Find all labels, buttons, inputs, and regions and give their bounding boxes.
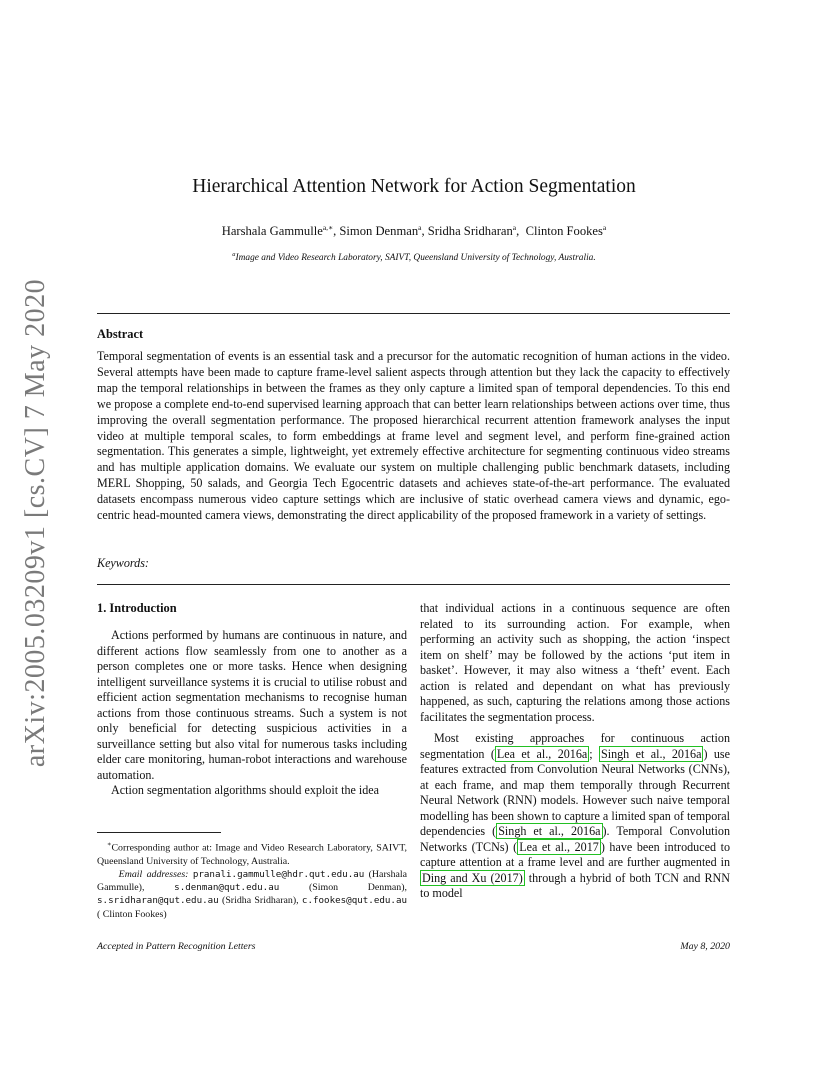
abstract-heading: Abstract (97, 327, 144, 341)
top-divider (97, 313, 730, 314)
paragraph: Actions performed by humans are continuous in nature, and different actions flow seamlessly from one to another as a person completes one or more tasks. Hence when designing intelligent surveillance systems it is crucial to utilise robust and efficient action segmentation mechanisms to recognise human actions from those continuous streams. Such a system is not only beneficial for detecting suspicious activities in a surveillance setting but also vital for numerous tasks including elder care monitoring, human-robot interactions and warehouse automation. (97, 628, 407, 782)
right-column (420, 601, 730, 902)
author-name: Simon Denman (339, 224, 419, 239)
corresponding-text: Corresponding author at: Image and Video Research Laboratory, SAIVT, Queensland University of Technology, Australia. (97, 842, 408, 867)
keywords-label: Keywords: (97, 556, 149, 570)
paragraph: that individual actions in a continuous sequence are often related to its surrounding action. For example, when performing an activity such as shopping, the action ‘inspect item on shelf’ may be followed by the actions ‘put item in basket’. However, it may also witness a ‘theft’ event. Each action is related and dependant on what has previously happened, as such, capturing the relations among those actions facilitates the segmentation process. (420, 601, 730, 724)
email-owner: (Sridha Sridharan), (222, 895, 299, 907)
corr-mark: ∗ (107, 841, 112, 848)
author-mark: a (602, 223, 607, 232)
affiliation-text: Image and Video Research Laboratory, SAIVT, Queensland University of Technology, Australia. (235, 253, 596, 264)
footer-date: May 8, 2020 (680, 941, 730, 952)
author-name: Clinton Fookes (525, 224, 603, 239)
text-run: ). Temporal Convolution Networks (TCNs) ( (420, 824, 730, 854)
author-mark: a,∗ (322, 223, 334, 232)
arxiv-id-label: arXiv:2005.03209v1 [cs.CV] 7 May 2020 (20, 278, 51, 768)
author-mark: a (512, 223, 517, 232)
author-name: Harshala Gammulle (221, 224, 323, 239)
arxiv-sidebar-stamp (16, 278, 56, 768)
citation-link[interactable]: Singh et al., 2016a (498, 824, 601, 838)
text-run: through a hybrid of both TCN and RNN to model (420, 870, 730, 900)
email-link[interactable]: c.fookes@qut.edu.au (301, 895, 408, 907)
footnote-divider (97, 832, 221, 833)
author-mark: a (418, 223, 422, 232)
corresponding-note (97, 838, 407, 868)
author-name: Sridha Sridharan (427, 224, 513, 239)
email-link[interactable]: s.sridharan@qut.edu.au (97, 895, 219, 907)
section-heading: 1. Introduction (97, 601, 177, 615)
text-run: Most existing approaches for continuous action segmentation ( (420, 731, 730, 761)
text-run: ) have been introduced to capture attention at a frame level and are further augmented in (420, 839, 731, 869)
email-owner: (Harshala Gammulle), (97, 868, 408, 894)
text-run: ; (589, 746, 599, 761)
citation-link[interactable]: Lea et al., 2016a (496, 746, 588, 761)
footer-journal: Accepted in Pattern Recognition Letters (97, 941, 256, 952)
citation-link[interactable]: Lea et al., 2017 (519, 839, 599, 854)
affiliation (0, 251, 828, 263)
text-run: ) use features extracted from Convolution Neural Networks (CNNs), at each frame, and map them temporally through Recurrent Neural Network (RNN) models. However such naive temporal modelling has been shown to capture a limited span of temporal dependencies ( (420, 746, 730, 838)
paper-title: Hierarchical Attention Network for Action Segmentation (192, 176, 636, 197)
footnotes (97, 838, 407, 921)
email-link[interactable]: s.denman@qut.edu.au (174, 882, 280, 894)
left-column (97, 628, 407, 799)
email-owner: (Simon Denman), (309, 882, 408, 894)
email-note (97, 868, 407, 921)
email-link[interactable]: pranali.gammulle@hdr.qut.edu.au (192, 868, 365, 880)
affiliation-mark: a (232, 251, 236, 258)
paragraph: Action segmentation algorithms should exploit the idea (111, 783, 380, 797)
abstract-divider (97, 584, 730, 585)
author-list: Harshala Gammulle$^{a,∗}$, Simon Denman$^a$, Sridha Sridharan$^a$, Clinton Fookes$^a$ (221, 223, 607, 239)
abstract-text: Temporal segmentation of events is an essential task and a precursor for the automatic recognition of human actions in the video. Several attempts have been made to capture frame-level salient aspects through attention but they lack the capacity to effectively map the temporal relationships in between the frames as they only capture a limited span of temporal dependencies. To this end we propose a complete end-to-end supervised learning approach that can better learn relationships between actions over time, thus improving the overall segmentation performance. The proposed hierarchical recurrent attention framework analyses the input video at multiple temporal scales, to form embeddings at frame level and segment level, and perform fine-grained action segmentation. This generates a simple, lightweight, yet extremely effective architecture for segmenting continuous video streams and has multiple application domains. We evaluate our system on multiple challenging public benchmark datasets, including MERL Shopping, 50 salads, and Georgia Tech Egocentric datasets and achieves state-of-the-art performance. The evaluated datasets encompass numerous video capture settings which are inclusive of static overhead camera views and dynamic, ego-centric head-mounted camera views, demonstrating the direct applicability of the proposed framework in a variety of settings. (97, 349, 730, 523)
email-owner: ( Clinton Fookes) (97, 908, 167, 920)
citation-link[interactable]: Singh et al., 2016a (601, 746, 702, 761)
paragraph (420, 731, 730, 902)
citation-link[interactable]: Ding and Xu (2017) (422, 870, 523, 885)
email-label: Email addresses: (118, 868, 189, 880)
